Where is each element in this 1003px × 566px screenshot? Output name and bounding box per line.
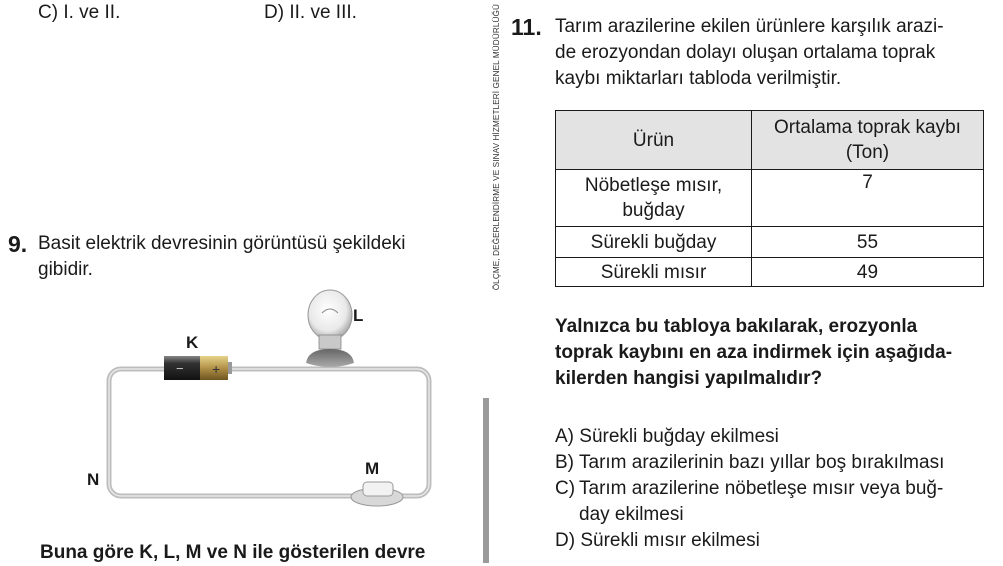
circuit-diagram <box>80 285 460 510</box>
option-b-label: B) <box>555 452 574 473</box>
option-c-label: C) <box>555 478 576 499</box>
question-9-number: 9. <box>8 231 28 257</box>
question-11-prompt-line2: toprak kaybını en aza indirmek için aşağıda- <box>555 342 953 363</box>
question-9-text-line2: gibidir. <box>38 259 93 280</box>
table-cell-value: 49 <box>752 258 984 287</box>
question-11 <box>511 14 944 92</box>
label-n: N <box>87 470 100 489</box>
question-9-prompt: Buna göre K, L, M ve N ile gösterilen devre <box>40 542 426 563</box>
question-9-text-line1: Basit elektrik devresinin görüntüsü şekildeki <box>38 233 406 254</box>
svg-text:−: − <box>176 361 184 376</box>
table-cell-value: 55 <box>752 227 984 258</box>
question-11-options <box>555 424 995 554</box>
table-cell-product: Nöbetleşe mısır, buğday <box>584 175 723 221</box>
wire <box>109 369 429 496</box>
table-row <box>556 227 984 258</box>
sidebar-institution-text: ÖLÇME, DEĞERLENDİRME VE SINAV HİZMETLERİ GENEL MÜDÜRLÜĞÜ <box>492 4 501 291</box>
table-cell-product: Sürekli mısır <box>556 258 752 287</box>
bulb-icon <box>306 290 354 367</box>
label-m: M <box>365 459 380 478</box>
option-c-text-line1: Tarım arazilerine nöbetleşe mısır veya buğ- <box>579 478 944 499</box>
table-row <box>556 258 984 287</box>
option-d-prev[interactable]: D) II. ve III. <box>264 2 357 23</box>
question-11-prompt-line1: Yalnızca bu tabloya bakılarak, erozyonla <box>555 316 918 337</box>
question-11-number: 11. <box>511 14 542 40</box>
table-cell-value: 7 <box>752 170 984 227</box>
table-header-loss: Ortalama toprak kaybı (Ton) <box>752 111 984 170</box>
option-c-prev[interactable]: C) I. ve II. <box>38 2 121 23</box>
table-cell-product: Sürekli buğday <box>556 227 752 258</box>
option-c-text-line2: day ekilmesi <box>579 504 684 525</box>
option-d[interactable]: D) Sürekli mısır ekilmesi <box>555 530 760 551</box>
label-l: L <box>353 306 364 325</box>
option-b-text: Tarım arazilerinin bazı yıllar boş bırakılması <box>579 452 945 473</box>
battery-icon <box>164 356 232 380</box>
margin-divider <box>483 398 489 563</box>
option-b[interactable] <box>555 450 995 476</box>
table-header-product: Ürün <box>556 111 752 170</box>
question-11-text-line3: kaybı miktarları tabloda verilmiştir. <box>555 68 842 89</box>
table-row <box>556 170 984 227</box>
question-11-text-line2: de erozyondan dolayı oluşan ortalama toprak <box>555 42 936 63</box>
question-11-prompt-line3: kilerden hangisi yapılmalıdır? <box>555 368 823 389</box>
switch-icon <box>351 482 403 506</box>
label-k: K <box>186 333 199 352</box>
option-a[interactable]: A) Sürekli buğday ekilmesi <box>555 426 779 447</box>
question-11-text-line1: Tarım arazilerine ekilen ürünlere karşılık arazi- <box>555 16 944 37</box>
question-9 <box>8 231 406 283</box>
erosion-table <box>555 110 984 287</box>
question-11-prompt <box>555 314 952 392</box>
option-c[interactable] <box>555 476 995 528</box>
svg-text:+: + <box>212 361 221 377</box>
